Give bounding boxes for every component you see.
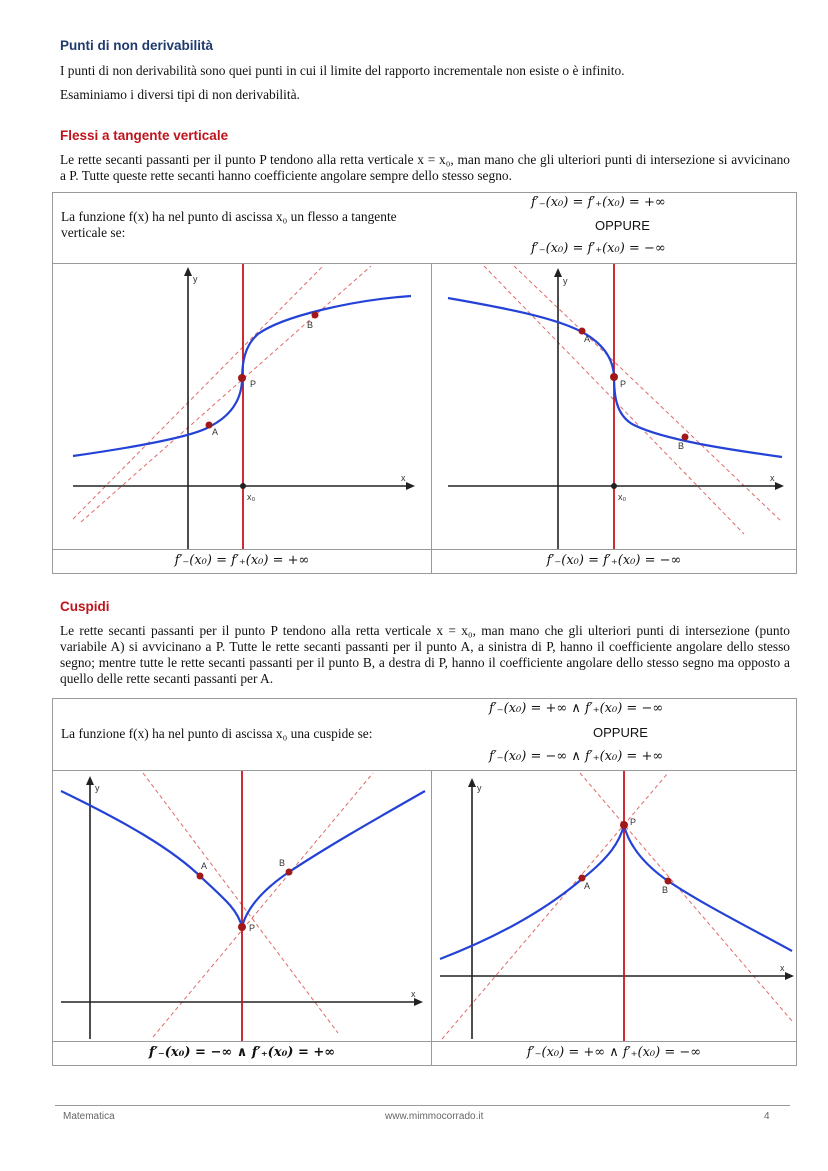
- cuspidi-condition-1: f′₋(x₀) = +∞ ∧ f′₊(x₀) = −∞: [489, 701, 664, 716]
- point-B: [286, 869, 293, 876]
- flessi-condition-box: [52, 192, 797, 264]
- flessi-title: Flessi a tangente verticale: [60, 128, 229, 143]
- function-curve: [242, 791, 425, 927]
- y-axis-arrow: [554, 268, 562, 277]
- label-A: A: [584, 334, 591, 344]
- point-B: [682, 434, 689, 441]
- footer-website[interactable]: www.mimmocorrado.it: [385, 1111, 484, 1122]
- x-axis-arrow: [406, 482, 415, 490]
- point-x0: [240, 483, 246, 489]
- label-B: B: [307, 320, 314, 330]
- point-P: [238, 923, 246, 931]
- footer-page-number: 4: [764, 1111, 770, 1122]
- label-x0: x₀: [618, 492, 627, 502]
- graph-flesso-decrescente: [431, 263, 797, 550]
- label-x: x: [411, 989, 416, 999]
- flessi-condition-1: f′₋(x₀) = f′₊(x₀) = +∞: [531, 195, 666, 210]
- cuspidi-text: Le rette secanti passanti per il punto P tendono alla retta verticale x = x₀, man mano che gli ulteriori punti di intersezione (punto variabile A) si avvicinano a P. Tutte le rette secanti passanti per il punto A, a sinistra di P, hanno il coefficiente angolare dello stesso segno; mentre tutte le rette secanti passanti per il punto B, a destra di P, hanno il coefficiente angolare dello stesso segno ma opposto a quello delle rette secanti passanti per A.: [60, 623, 790, 686]
- label-A: A: [212, 427, 219, 437]
- secant-line: [514, 266, 782, 522]
- label-P: P: [620, 379, 627, 389]
- label-x: x: [770, 473, 775, 483]
- x-axis-arrow: [414, 998, 423, 1006]
- point-x0: [611, 483, 617, 489]
- footer-divider: [55, 1105, 790, 1106]
- cuspidi-oppure: OPPURE: [593, 725, 648, 740]
- label-B: B: [662, 885, 669, 895]
- footer-subject: Matematica: [63, 1111, 115, 1122]
- cuspidi-caption-right-box: [431, 1041, 797, 1066]
- secant-line: [442, 773, 668, 1039]
- x-axis-arrow: [775, 482, 784, 490]
- point-B: [312, 312, 319, 319]
- flessi-text: Le rette secanti passanti per il punto P tendono alla retta verticale x = x₀, man mano che gli ulteriori punti di intersezione si avvicinano a P. Tutte queste rette secanti hanno coefficiente angolare sempre dello stesso segno.: [60, 152, 790, 183]
- function-curve: [61, 791, 242, 927]
- x-axis-arrow: [785, 972, 794, 980]
- label-y: y: [193, 274, 198, 284]
- point-P: [610, 373, 618, 381]
- label-y: y: [563, 276, 568, 286]
- cuspidi-title: Cuspidi: [60, 599, 110, 614]
- label-P: P: [250, 379, 257, 389]
- label-x: x: [780, 963, 785, 973]
- secant-line: [81, 266, 371, 522]
- point-B: [665, 878, 672, 885]
- label-x0: x₀: [247, 492, 256, 502]
- section-title: Punti di non derivabilità: [60, 38, 214, 53]
- cuspidi-condition-box: [52, 698, 797, 771]
- point-P: [620, 821, 628, 829]
- label-B: B: [279, 858, 286, 868]
- y-axis-arrow: [184, 267, 192, 276]
- flessi-oppure: OPPURE: [595, 218, 650, 233]
- flessi-caption-left: f′₋(x₀) = f′₊(x₀) = +∞: [174, 553, 310, 568]
- label-A: A: [584, 881, 591, 891]
- flessi-caption-left-box: [52, 549, 432, 574]
- secant-line: [153, 773, 373, 1037]
- graph-flesso-crescente: [52, 263, 432, 550]
- function-curve: [624, 825, 792, 951]
- y-axis-arrow: [468, 778, 476, 787]
- intro-line-1: I punti di non derivabilità sono quei punti in cui il limite del rapporto incrementale non esiste o è infinito.: [60, 63, 625, 78]
- y-axis-arrow: [86, 776, 94, 785]
- cuspidi-caption-right: f′₋(x₀) = +∞ ∧ f′₊(x₀) = −∞: [526, 1045, 702, 1060]
- secant-line: [580, 773, 792, 1021]
- function-curve: [440, 825, 624, 959]
- label-A: A: [201, 861, 208, 871]
- graph-cuspide-alto: [431, 770, 797, 1042]
- cuspidi-caption-left-box: [52, 1041, 432, 1066]
- point-P: [238, 374, 246, 382]
- secant-line: [73, 266, 323, 519]
- cuspidi-caption-left: f′₋(x₀) = −∞ ∧ f′₊(x₀) = +∞: [148, 1045, 336, 1060]
- intro-line-2: Esaminiamo i diversi tipi di non derivabilità.: [60, 87, 300, 102]
- label-y: y: [95, 783, 100, 793]
- point-A: [197, 873, 204, 880]
- cuspidi-condition-label: La funzione f(x) ha nel punto di ascissa x₀ una cuspide se:: [61, 726, 373, 741]
- graph-cuspide-basso: [52, 770, 432, 1042]
- label-B: B: [678, 441, 685, 451]
- flessi-caption-right: f′₋(x₀) = f′₊(x₀) = −∞: [546, 553, 682, 568]
- flessi-caption-right-box: [431, 549, 797, 574]
- cuspidi-condition-2: f′₋(x₀) = −∞ ∧ f′₊(x₀) = +∞: [489, 749, 664, 764]
- secant-line: [143, 773, 338, 1033]
- label-y: y: [477, 783, 482, 793]
- label-P: P: [630, 817, 637, 827]
- label-P: P: [249, 923, 256, 933]
- label-x: x: [401, 473, 406, 483]
- flessi-condition-label: La funzione f(x) ha nel punto di ascissa x₀ un flesso a tangente verticale se:: [61, 209, 397, 240]
- flessi-condition-2: f′₋(x₀) = f′₊(x₀) = −∞: [531, 241, 666, 256]
